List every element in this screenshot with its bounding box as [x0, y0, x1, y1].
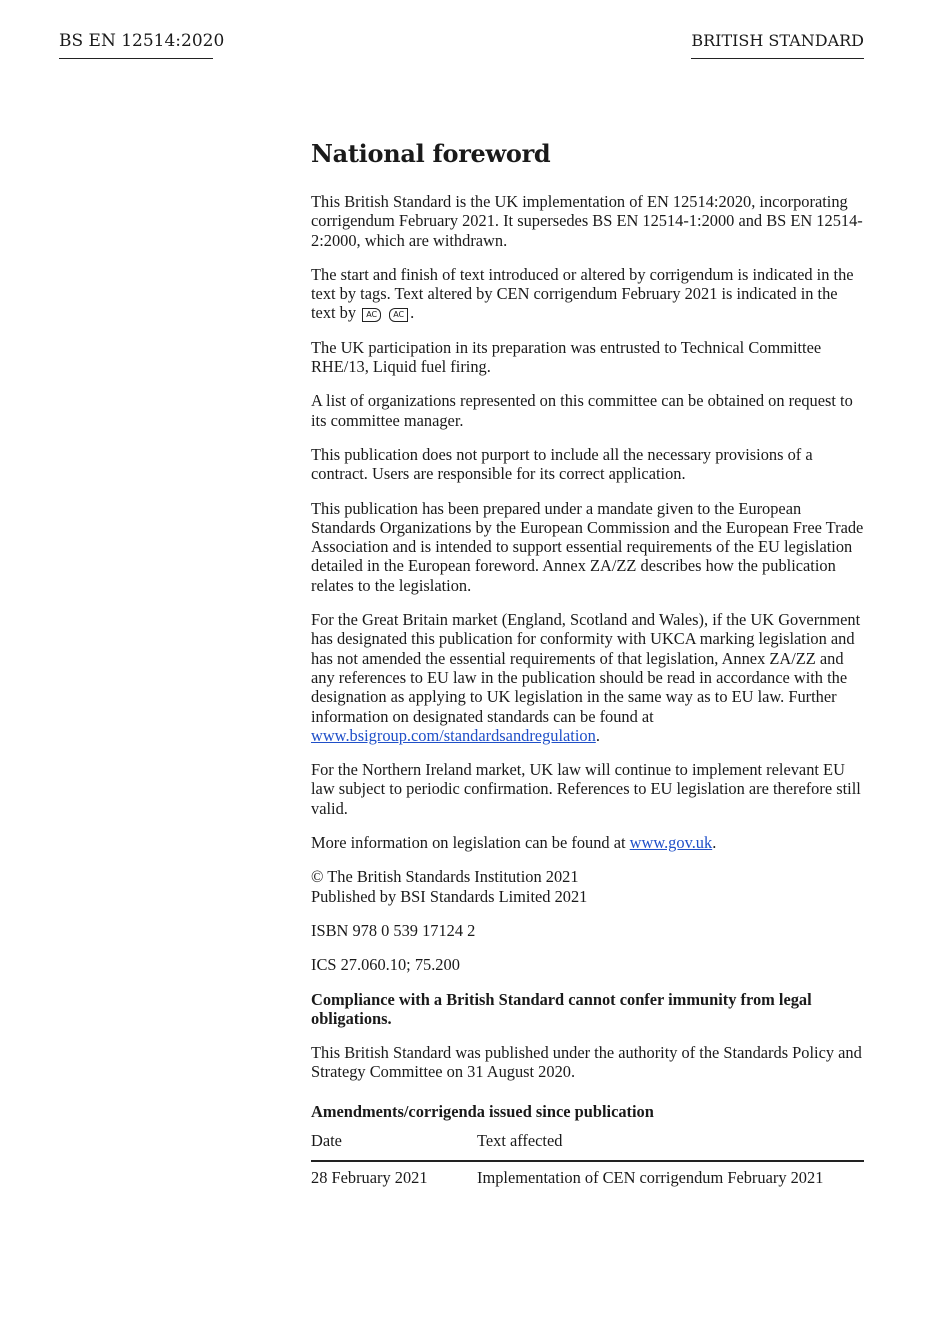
bsigroup-link[interactable]: www.bsigroup.com/standardsandregulation [311, 725, 596, 745]
column-header-date: Date [311, 1131, 477, 1161]
page-title: National foreword [311, 139, 551, 168]
ac-close-tag-icon: AC [389, 308, 408, 322]
corrigendum-text: The start and finish of text introduced or altered by corrigendum is indicated in the text by tags. Text altered by CEN corrigendum February 2021 is indicated in the text by [311, 264, 854, 323]
paragraph-northern-ireland: For the Northern Ireland market, UK law will continue to implement relevant EU law subject to periodic confirmation. References to EU legislation are therefore still valid. [311, 760, 861, 818]
authority-statement: This British Standard was published under the authority of the Standards Policy and Strategy Committee on 31 August 2020. [311, 1043, 862, 1082]
paragraph-provisions: This publication does not purport to include all the necessary provisions of a contract. Users are responsible for its correct application. [311, 444, 813, 484]
corrigendum-end: . [410, 303, 415, 323]
amendments-title: Amendments/corrigenda issued since publication [311, 1101, 654, 1121]
series-label: BRITISH STANDARD [691, 30, 864, 59]
gb-end: . [595, 725, 600, 745]
paragraph-implementation: This British Standard is the UK implementation of EN 12514:2020, incorporating corrigendum February 2021. It supersedes BS EN 12514-1:2000 and BS EN 12514-2:2000, which are withdrawn. [311, 192, 863, 250]
gov-uk-link[interactable]: www.gov.uk [629, 833, 713, 853]
document-id: BS EN 12514:2020 [59, 30, 213, 59]
foreword-body [311, 138, 864, 1188]
ac-open-tag-icon: AC [362, 308, 381, 322]
paragraph-organizations: A list of organizations represented on this committee can be obtained on request to its committee manager. [311, 391, 853, 430]
table-row [311, 1161, 864, 1187]
copyright-line: © The British Standards Institution 2021 [311, 867, 579, 887]
more-info-text: More information on legislation can be found at [311, 833, 626, 853]
paragraph-corrigendum-tags [311, 265, 864, 323]
paragraph-more-info [311, 833, 864, 852]
paragraph-committee: The UK participation in its preparation was entrusted to Technical Committee RHE/13, Liquid fuel firing. [311, 337, 822, 377]
copyright-block [311, 867, 864, 906]
compliance-notice: Compliance with a British Standard cannot confer immunity from legal obligations. [311, 989, 812, 1028]
amendments-table [311, 1131, 864, 1188]
ics: ICS 27.060.10; 75.200 [311, 955, 460, 975]
table-header-row [311, 1131, 864, 1161]
amendment-text-affected: Implementation of CEN corrigendum February 2021 [477, 1168, 824, 1188]
column-header-text-affected: Text affected [477, 1131, 864, 1161]
isbn: ISBN 978 0 539 17124 2 [311, 920, 476, 940]
paragraph-great-britain [311, 610, 864, 745]
published-line: Published by BSI Standards Limited 2021 [311, 886, 588, 906]
amendment-date: 28 February 2021 [311, 1168, 428, 1188]
paragraph-mandate: This publication has been prepared under a mandate given to the European Standards Organizations by the European Commission and the European Free Trade Association and is intended to support essential requirements of the EU legislation detailed in the European foreword. Annex ZA/ZZ describes how the publication relates to the legislation. [311, 498, 864, 595]
gb-text: For the Great Britain market (England, Scotland and Wales), if the UK Government has designated this publication for conformity with UKCA marking legislation and has not amended the essential requirements of that legislation, Annex ZA/ZZ and any references to EU law in the publication should be read in accordance with the designation as applying to UK legislation in the same way as to EU law. Further information on designated standards can be found at [311, 610, 861, 726]
more-info-end: . [712, 833, 717, 853]
